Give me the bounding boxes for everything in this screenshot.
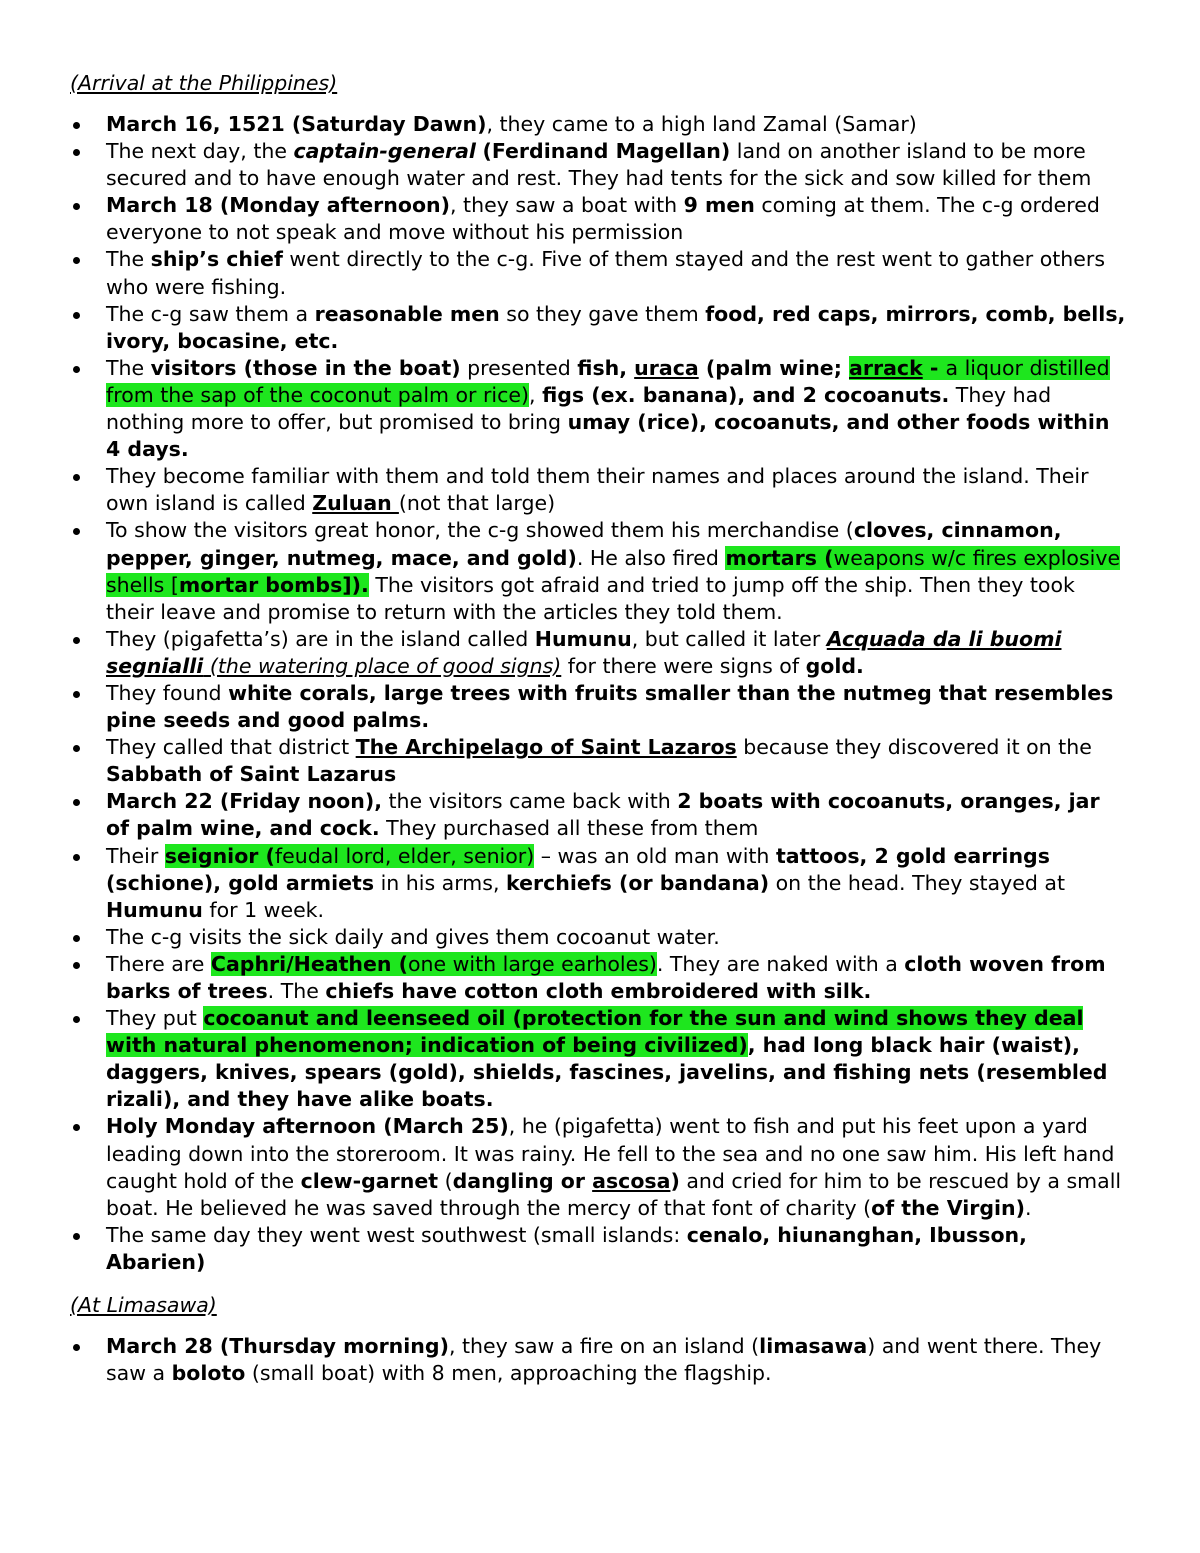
text-run: ( xyxy=(438,1168,453,1193)
list-item xyxy=(70,517,1128,625)
text-run: They found xyxy=(106,680,229,705)
text-run: Acquada da li buomi segnialli xyxy=(106,626,1062,678)
text-run: ) xyxy=(670,1168,680,1193)
list-item xyxy=(70,680,1128,734)
text-run: uraca xyxy=(634,355,699,380)
text-run: the visitors came back with xyxy=(381,789,678,814)
text-run: boloto xyxy=(171,1361,246,1386)
text-run: (not that large) xyxy=(398,491,556,516)
text-run: The next day, the xyxy=(106,139,294,164)
text-run: Sabbath of Saint Lazarus xyxy=(106,762,397,787)
section-heading: (At Limasawa) xyxy=(70,1293,217,1318)
text-run: limasawa xyxy=(759,1334,868,1359)
text-run: cenalo, hiunanghan, Ibusson, Abarien) xyxy=(106,1222,1027,1274)
text-run: visitors (those in the boat) xyxy=(150,355,461,380)
text-run: dangling or xyxy=(452,1168,593,1193)
highlighted-text: cocoanut and leenseed oil (protection for the sun and wind shows they deal with natural phenomenon; indication of being civilized) xyxy=(106,1006,1084,1058)
list-item xyxy=(70,924,1128,951)
highlighted-text: arrack xyxy=(849,355,923,380)
text-run: in his arms, xyxy=(374,870,506,895)
list-item xyxy=(70,138,1128,192)
text-run: The visitors got afraid and tried to jump off the ship. Then they took their leave and promise to return with the articles they told them. xyxy=(106,572,1075,624)
highlighted-text: mortars ( xyxy=(725,545,834,570)
text-run: cloves, cinnamon, pepper, ginger, nutmeg, mace, and gold) xyxy=(106,518,1062,570)
text-run: , they saw a boat with xyxy=(450,193,684,218)
text-run: There are xyxy=(106,951,211,976)
text-run: , but called it later xyxy=(631,626,827,651)
text-run: presented xyxy=(460,355,578,380)
text-run: gold. xyxy=(805,653,864,678)
text-run: , had long black hair (waist), daggers, knives, spears (gold), shields, fascines, javelins, and fishing nets (resembled rizali), and they have alike boats. xyxy=(106,1033,1108,1112)
text-run: land on another island to be more secured and to have enough water and rest. They had tents for the sick and sow killed for them xyxy=(106,139,1092,191)
text-run: because they discovered it on the xyxy=(736,735,1092,760)
text-run: March 16, 1521 (Saturday Dawn) xyxy=(106,112,487,136)
list-item xyxy=(70,301,1128,355)
bullet-list xyxy=(70,111,1128,1276)
text-run: They become familiar with them and told them their names and places around the island. Their own island is called xyxy=(106,464,1089,516)
text-run: 2 boats with cocoanuts, oranges, jar of palm wine, and cock. xyxy=(106,789,1100,841)
text-run: so they gave them xyxy=(499,301,706,326)
text-run: Their xyxy=(106,843,165,868)
highlighted-text: feudal lord, elder, senior) xyxy=(274,843,535,868)
text-run: Holy Monday afternoon (March 25) xyxy=(106,1114,509,1139)
text-run: (the watering place of good signs) xyxy=(203,653,562,678)
text-run: ascosa xyxy=(592,1168,671,1193)
bullet-list xyxy=(70,1333,1128,1387)
text-run: The Archipelago of Saint Lazaros xyxy=(355,735,737,760)
text-run: umay (rice), cocoanuts, and other foods within 4 days. xyxy=(106,410,1110,462)
text-run: The c-g visits the sick daily and gives them cocoanut water. xyxy=(106,924,720,949)
section-arrival xyxy=(70,70,1128,1276)
list-item xyxy=(70,246,1128,300)
text-run: The c-g saw them a xyxy=(106,301,315,326)
list-item xyxy=(70,951,1128,1005)
text-run: They (pigafetta’s) are in the island called xyxy=(106,626,535,651)
list-item xyxy=(70,788,1128,842)
text-run: The xyxy=(106,247,151,272)
text-run: . The xyxy=(267,979,326,1003)
section-limasawa xyxy=(70,1292,1128,1387)
text-run: and cried for him to be rescued by a small boat. He believed he was saved through the mercy of that font of charity ( xyxy=(106,1168,1122,1220)
text-run: coming at them. The c-g ordered everyone to not speak and move without his permission xyxy=(106,193,1100,245)
text-run: Humunu xyxy=(106,897,203,922)
text-run: for there were signs of xyxy=(561,653,806,678)
text-run: white corals, large trees with fruits smaller than the nutmeg that resembles pine seeds and good palms. xyxy=(106,680,1114,733)
text-run: , they saw a fire on an island ( xyxy=(448,1334,760,1359)
text-run: cloth woven from barks of trees xyxy=(106,951,1106,1003)
text-run: of the Virgin) xyxy=(871,1195,1026,1220)
text-run: on the head. They stayed at xyxy=(769,870,1065,895)
text-run: Humunu xyxy=(534,626,632,651)
highlighted-text: seignior ( xyxy=(164,843,275,868)
list-item xyxy=(70,355,1128,463)
text-run: . They are naked with a xyxy=(656,951,905,976)
list-item xyxy=(70,192,1128,246)
section-heading: (Arrival at the Philippines) xyxy=(70,71,338,95)
text-run: – was an old man with xyxy=(534,843,776,868)
text-run: Zuluan xyxy=(312,491,399,516)
text-run: ) and went there. They saw a xyxy=(106,1334,1102,1386)
text-run: 9 men xyxy=(683,193,755,218)
text-run: clew-garnet xyxy=(300,1168,439,1193)
text-run: fish, xyxy=(577,355,635,380)
text-run: , xyxy=(529,382,543,407)
text-run: They put xyxy=(106,1006,204,1031)
text-run: . He also fired xyxy=(576,545,726,570)
highlighted-text: - xyxy=(922,355,946,380)
highlighted-text: a liquor distilled from the sap of the coconut palm or rice) xyxy=(106,355,1110,407)
list-item xyxy=(70,1222,1128,1276)
text-run: March 18 (Monday afternoon) xyxy=(106,193,451,218)
text-run: (Ferdinand Magellan) xyxy=(482,139,731,164)
list-item xyxy=(70,1005,1128,1113)
text-run: March 28 (Thursday morning) xyxy=(106,1334,449,1359)
text-run: To show the visitors great honor, the c-g showed them his merchandise ( xyxy=(106,518,854,543)
text-run: went directly to the c-g. Five of them stayed and the rest went to gather others who were fishing. xyxy=(106,247,1106,299)
text-run: The same day they went west southwest (small islands: xyxy=(106,1222,687,1247)
text-run: figs (ex. banana), and 2 cocoanuts. xyxy=(542,382,950,407)
text-run: They had nothing more to offer, but promised to bring xyxy=(106,382,1052,435)
highlighted-text: one with large earholes) xyxy=(407,951,657,976)
text-run: , he (pigafetta) went to fish and put his feet upon a yard leading down into the storeroom. It was rainy. He fell to the sea and no one saw him. His left hand caught hold of the xyxy=(106,1114,1115,1193)
text-run: They called that district xyxy=(106,735,356,760)
list-item xyxy=(70,463,1128,517)
text-run: , they came to a high land Zamal (Samar) xyxy=(486,112,917,136)
text-run: . xyxy=(1025,1195,1032,1220)
text-run: March 22 (Friday noon), xyxy=(106,789,382,814)
list-item xyxy=(70,626,1128,680)
text-run: The xyxy=(106,355,151,380)
text-run: food, red caps, mirrors, comb, bells, ivory, bocasine, etc. xyxy=(106,301,1126,353)
list-item xyxy=(70,1333,1128,1387)
text-run: kerchiefs (or bandana) xyxy=(505,870,770,895)
text-run: reasonable men xyxy=(314,301,500,326)
highlighted-text: Caphri/Heathen ( xyxy=(210,951,408,976)
list-item xyxy=(70,1113,1128,1221)
text-run: for 1 week. xyxy=(202,897,325,922)
text-run: (small boat) with 8 men, approaching the flagship. xyxy=(245,1361,772,1386)
text-run: tattoos, 2 gold earrings (schione), gold armiets xyxy=(106,843,1050,895)
text-run: ship’s chief xyxy=(150,247,283,272)
text-run: captain-general xyxy=(293,139,476,164)
text-run: (palm wine; xyxy=(698,355,850,380)
text-run: chiefs have cotton cloth embroidered with silk. xyxy=(325,979,872,1003)
list-item xyxy=(70,843,1128,924)
list-item xyxy=(70,111,1128,138)
text-run: They purchased all these from them xyxy=(379,816,759,841)
highlighted-text: weapons w/c fires explosive shells [ xyxy=(106,545,1121,597)
highlighted-text: mortar bombs]). xyxy=(178,572,369,597)
list-item xyxy=(70,734,1128,788)
